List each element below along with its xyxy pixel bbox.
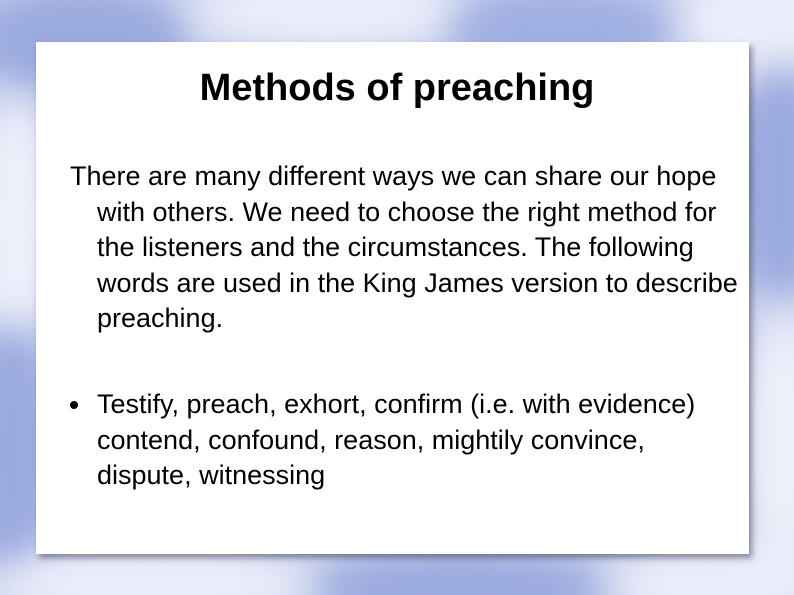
slide-title: Methods of preaching bbox=[199, 67, 595, 109]
bullet-text: Testify, preach, exhort, confirm (i.e. with evidence) contend, confound, reason, mightily convince, dispute, witnessing bbox=[97, 389, 696, 490]
bullet-item bbox=[70, 387, 720, 494]
bullet-dot-icon bbox=[70, 401, 78, 409]
body-paragraph: There are many different ways we can share our hope with others. We need to choose the right method for the listeners and the circumstances. The following words are used in the King James version to describe preaching. bbox=[70, 161, 738, 333]
